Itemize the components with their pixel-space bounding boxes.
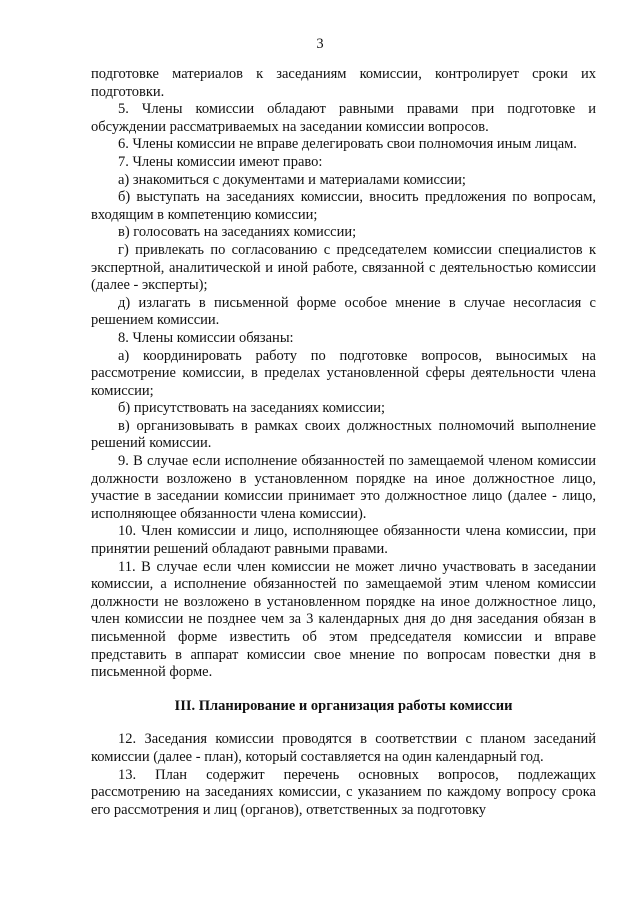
paragraph-item-8b: б) присутствовать на заседаниях комиссии; (118, 400, 386, 417)
paragraph-item-8a: а) координировать работу по подготовке вопросов, выносимых на рассмотрение комиссии, в пределах установленной сферы деятельности члена комиссии; (91, 347, 596, 399)
paragraph-item-9: 9. В случае если исполнение обязанностей по замещаемой членом комиссии должности возложено в установленном порядке на иное должностное лицо, участие в заседании комиссии принимает это должностное лицо (далее - лицо, исполняющее обязанности члена комиссии). (91, 453, 596, 522)
paragraph-item-6: 6. Члены комиссии не вправе делегировать свои полномочия иным лицам. (118, 136, 577, 153)
paragraph-item-7a: а) знакомиться с документами и материалами комиссии; (118, 171, 466, 188)
paragraph-continuation: подготовке материалов к заседаниям комиссии, контролирует сроки их подготовки. (91, 66, 596, 100)
paragraph-item-7b: б) выступать на заседаниях комиссии, вносить предложения по вопросам, входящим в компетенцию комиссии; (91, 189, 596, 223)
paragraph-item-7d: д) излагать в письменной форме особое мнение в случае несогласия с решением комиссии. (91, 294, 596, 329)
document-body (91, 66, 596, 819)
section-heading: III. Планирование и организация работы комиссии (174, 697, 513, 714)
paragraph-item-8: 8. Члены комиссии обязаны: (118, 329, 294, 346)
page-number: 3 (316, 36, 324, 52)
paragraph-item-7: 7. Члены комиссии имеют право: (118, 153, 323, 170)
paragraph-item-10: 10. Член комиссии и лицо, исполняющее обязанности члена комиссии, при принятии решений обладают равными правами. (91, 523, 596, 558)
paragraph-item-7g: г) привлекать по согласованию с председателем комиссии специалистов к экспертной, аналитической и иной работе, связанной с деятельностью комиссии (далее - эксперты); (91, 241, 596, 294)
paragraph-item-7v: в) голосовать на заседаниях комиссии; (118, 224, 357, 241)
paragraph-item-13: 13. План содержит перечень основных вопросов, подлежащих рассмотрению на заседаниях комиссии, с указанием по каждому вопросу срока его рассмотрения и лиц (органов), ответственных за подготовку (91, 766, 596, 818)
paragraph-item-12: 12. Заседания комиссии проводятся в соответствии с планом заседаний комиссии (далее - план), который составляется на один календарный год. (91, 731, 596, 765)
paragraph-item-11: 11. В случае если член комиссии не может лично участвовать в заседании комиссии, а исполнение обязанностей по замещаемой этим членом комиссии должности не возложено в установленном порядке на иное должностное лицо, член комиссии не позднее чем за 3 календарных дня до дня заседания обязан в письменной форме известить об этом председателя комиссии и вправе представить в аппарат комиссии свое мнение по вопросам повестки дня в письменной форме. (91, 558, 596, 681)
paragraph-item-8v: в) организовывать в рамках своих должностных полномочий выполнение решений комиссии. (91, 417, 596, 452)
paragraph-item-5: 5. Члены комиссии обладают равными правами при подготовке и обсуждении рассматриваемых на заседании комиссии вопросов. (91, 101, 596, 135)
